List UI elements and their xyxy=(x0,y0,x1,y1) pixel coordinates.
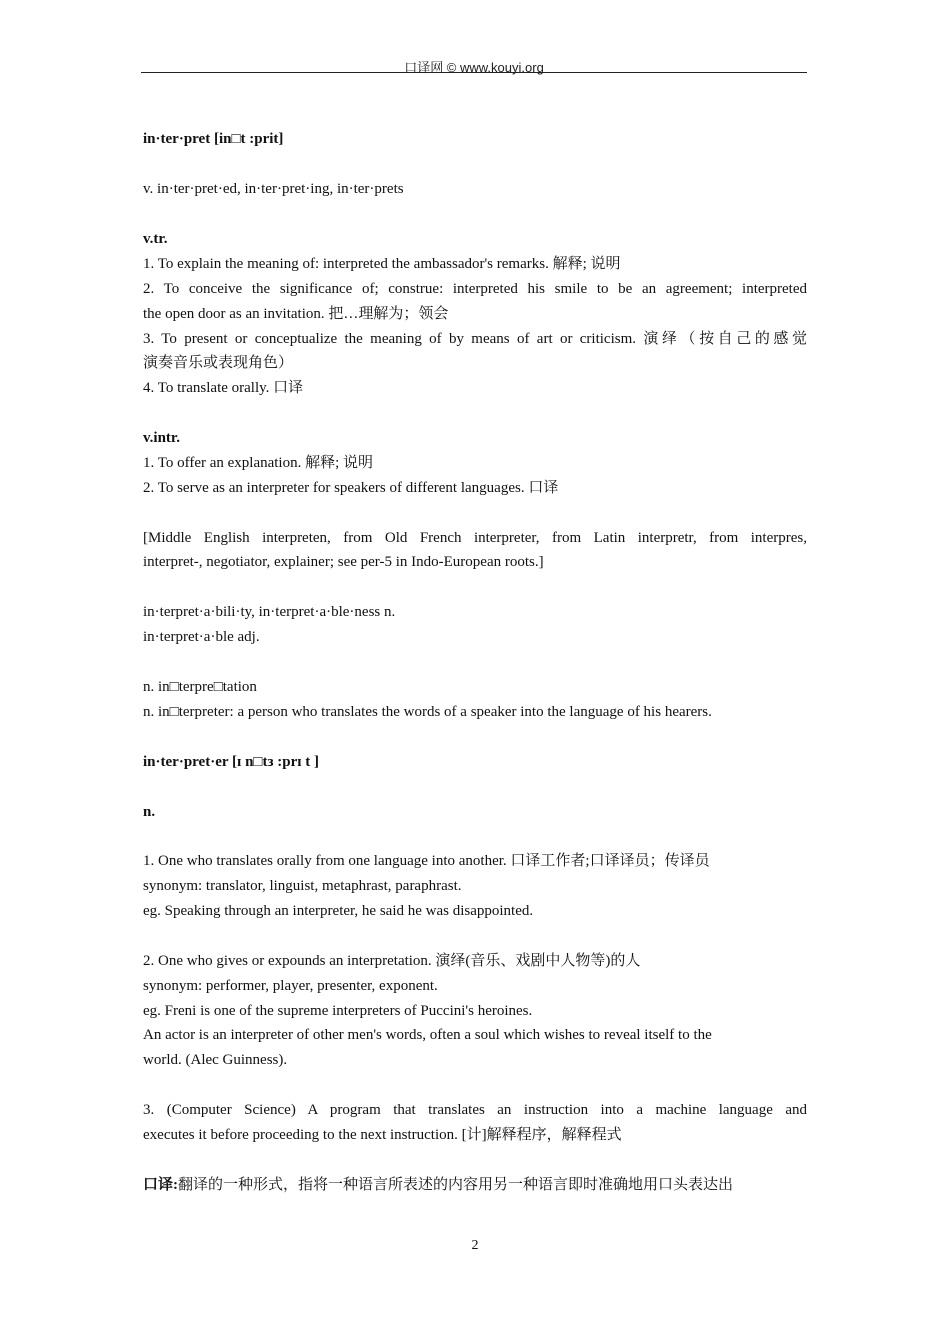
sense2-quote-cont: world. (Alec Guinness). xyxy=(143,1052,288,1068)
vtr-sense-1: 1. To explain the meaning of: interpreted the ambassador's remarks. 解释; 说明 xyxy=(143,256,621,272)
sense1-definition: 1. One who translates orally from one language into another. 口译工作者;口译译员；传译员 xyxy=(143,853,710,869)
header-rule xyxy=(141,72,807,73)
etymology-line-1: [Middle English interpreten, from Old French interpreter, from Latin interpretr, from interpres, xyxy=(143,530,807,546)
chinese-definition xyxy=(143,1175,807,1195)
sense2-example: eg. Freni is one of the supreme interpreters of Puccini's heroines. xyxy=(143,1003,533,1019)
vintr-label: v.intr. xyxy=(143,430,180,446)
derived-form-2: in·terpret·a·ble adj. xyxy=(143,629,260,645)
chinese-term: 口译: xyxy=(143,1177,178,1193)
headword-interpreter: in·ter·pret·er [ɪ n□tз :prɪ t ] xyxy=(143,754,320,770)
headword-interpret: in·ter·pret [in□t :prit] xyxy=(143,131,284,147)
noun-interpretation: n. in□terpre□tation xyxy=(143,679,257,695)
chinese-definition-text: 翻译的一种形式，指将一种语言所表述的内容用另一种语言即时准确地用口头表达出 xyxy=(178,1177,734,1193)
sense2-definition: 2. One who gives or expounds an interpretation. 演绎(音乐、戏剧中人物等)的人 xyxy=(143,953,641,969)
vtr-sense-2-cont: the open door as an invitation. 把…理解为；领会 xyxy=(143,306,449,322)
vtr-sense-2: 2. To conceive the significance of; construe: interpreted his smile to be an agreement; interpreted xyxy=(143,281,807,297)
vintr-sense-2: 2. To serve as an interpreter for speakers of different languages. 口译 xyxy=(143,480,559,496)
page-header: 口译网 © www.kouyi.org xyxy=(404,60,544,75)
sense3-definition: 3. (Computer Science) A program that translates an instruction into a machine language and xyxy=(143,1102,807,1118)
vintr-sense-1: 1. To offer an explanation. 解释; 说明 xyxy=(143,455,374,471)
derived-form-1: in·terpret·a·bili·ty, in·terpret·a·ble·ness n. xyxy=(143,604,396,620)
vtr-sense-4: 4. To translate orally. 口译 xyxy=(143,380,304,396)
vtr-label: v.tr. xyxy=(143,231,168,247)
interpreter-pos: n. xyxy=(143,804,156,820)
sense3-definition-cont: executes it before proceeding to the next instruction. [计]解释程序，解释程式 xyxy=(143,1127,622,1143)
inflections: v. in·ter·pret·ed, in·ter·pret·ing, in·ter·prets xyxy=(143,181,404,197)
vtr-sense-3: 3. To present or conceptualize the meaning of by means of art or criticism. 演绎（按自己的感觉 xyxy=(143,331,807,347)
etymology-line-2: interpret-, negotiator, explainer; see per-5 in Indo-European roots.] xyxy=(143,554,544,570)
sense1-example: eg. Speaking through an interpreter, he said he was disappointed. xyxy=(143,903,534,919)
sense2-synonyms: synonym: performer, player, presenter, exponent. xyxy=(143,978,438,994)
vtr-sense-3-cont: 演奏音乐或表现角色） xyxy=(143,355,294,371)
noun-interpreter: n. in□terpreter: a person who translates the words of a speaker into the language of his hearers. xyxy=(143,704,712,720)
page-number: 2 xyxy=(471,1238,479,1253)
sense1-synonyms: synonym: translator, linguist, metaphrast, paraphrast. xyxy=(143,878,462,894)
sense2-quote: An actor is an interpreter of other men's words, often a soul which wishes to reveal itself to the xyxy=(143,1027,712,1043)
